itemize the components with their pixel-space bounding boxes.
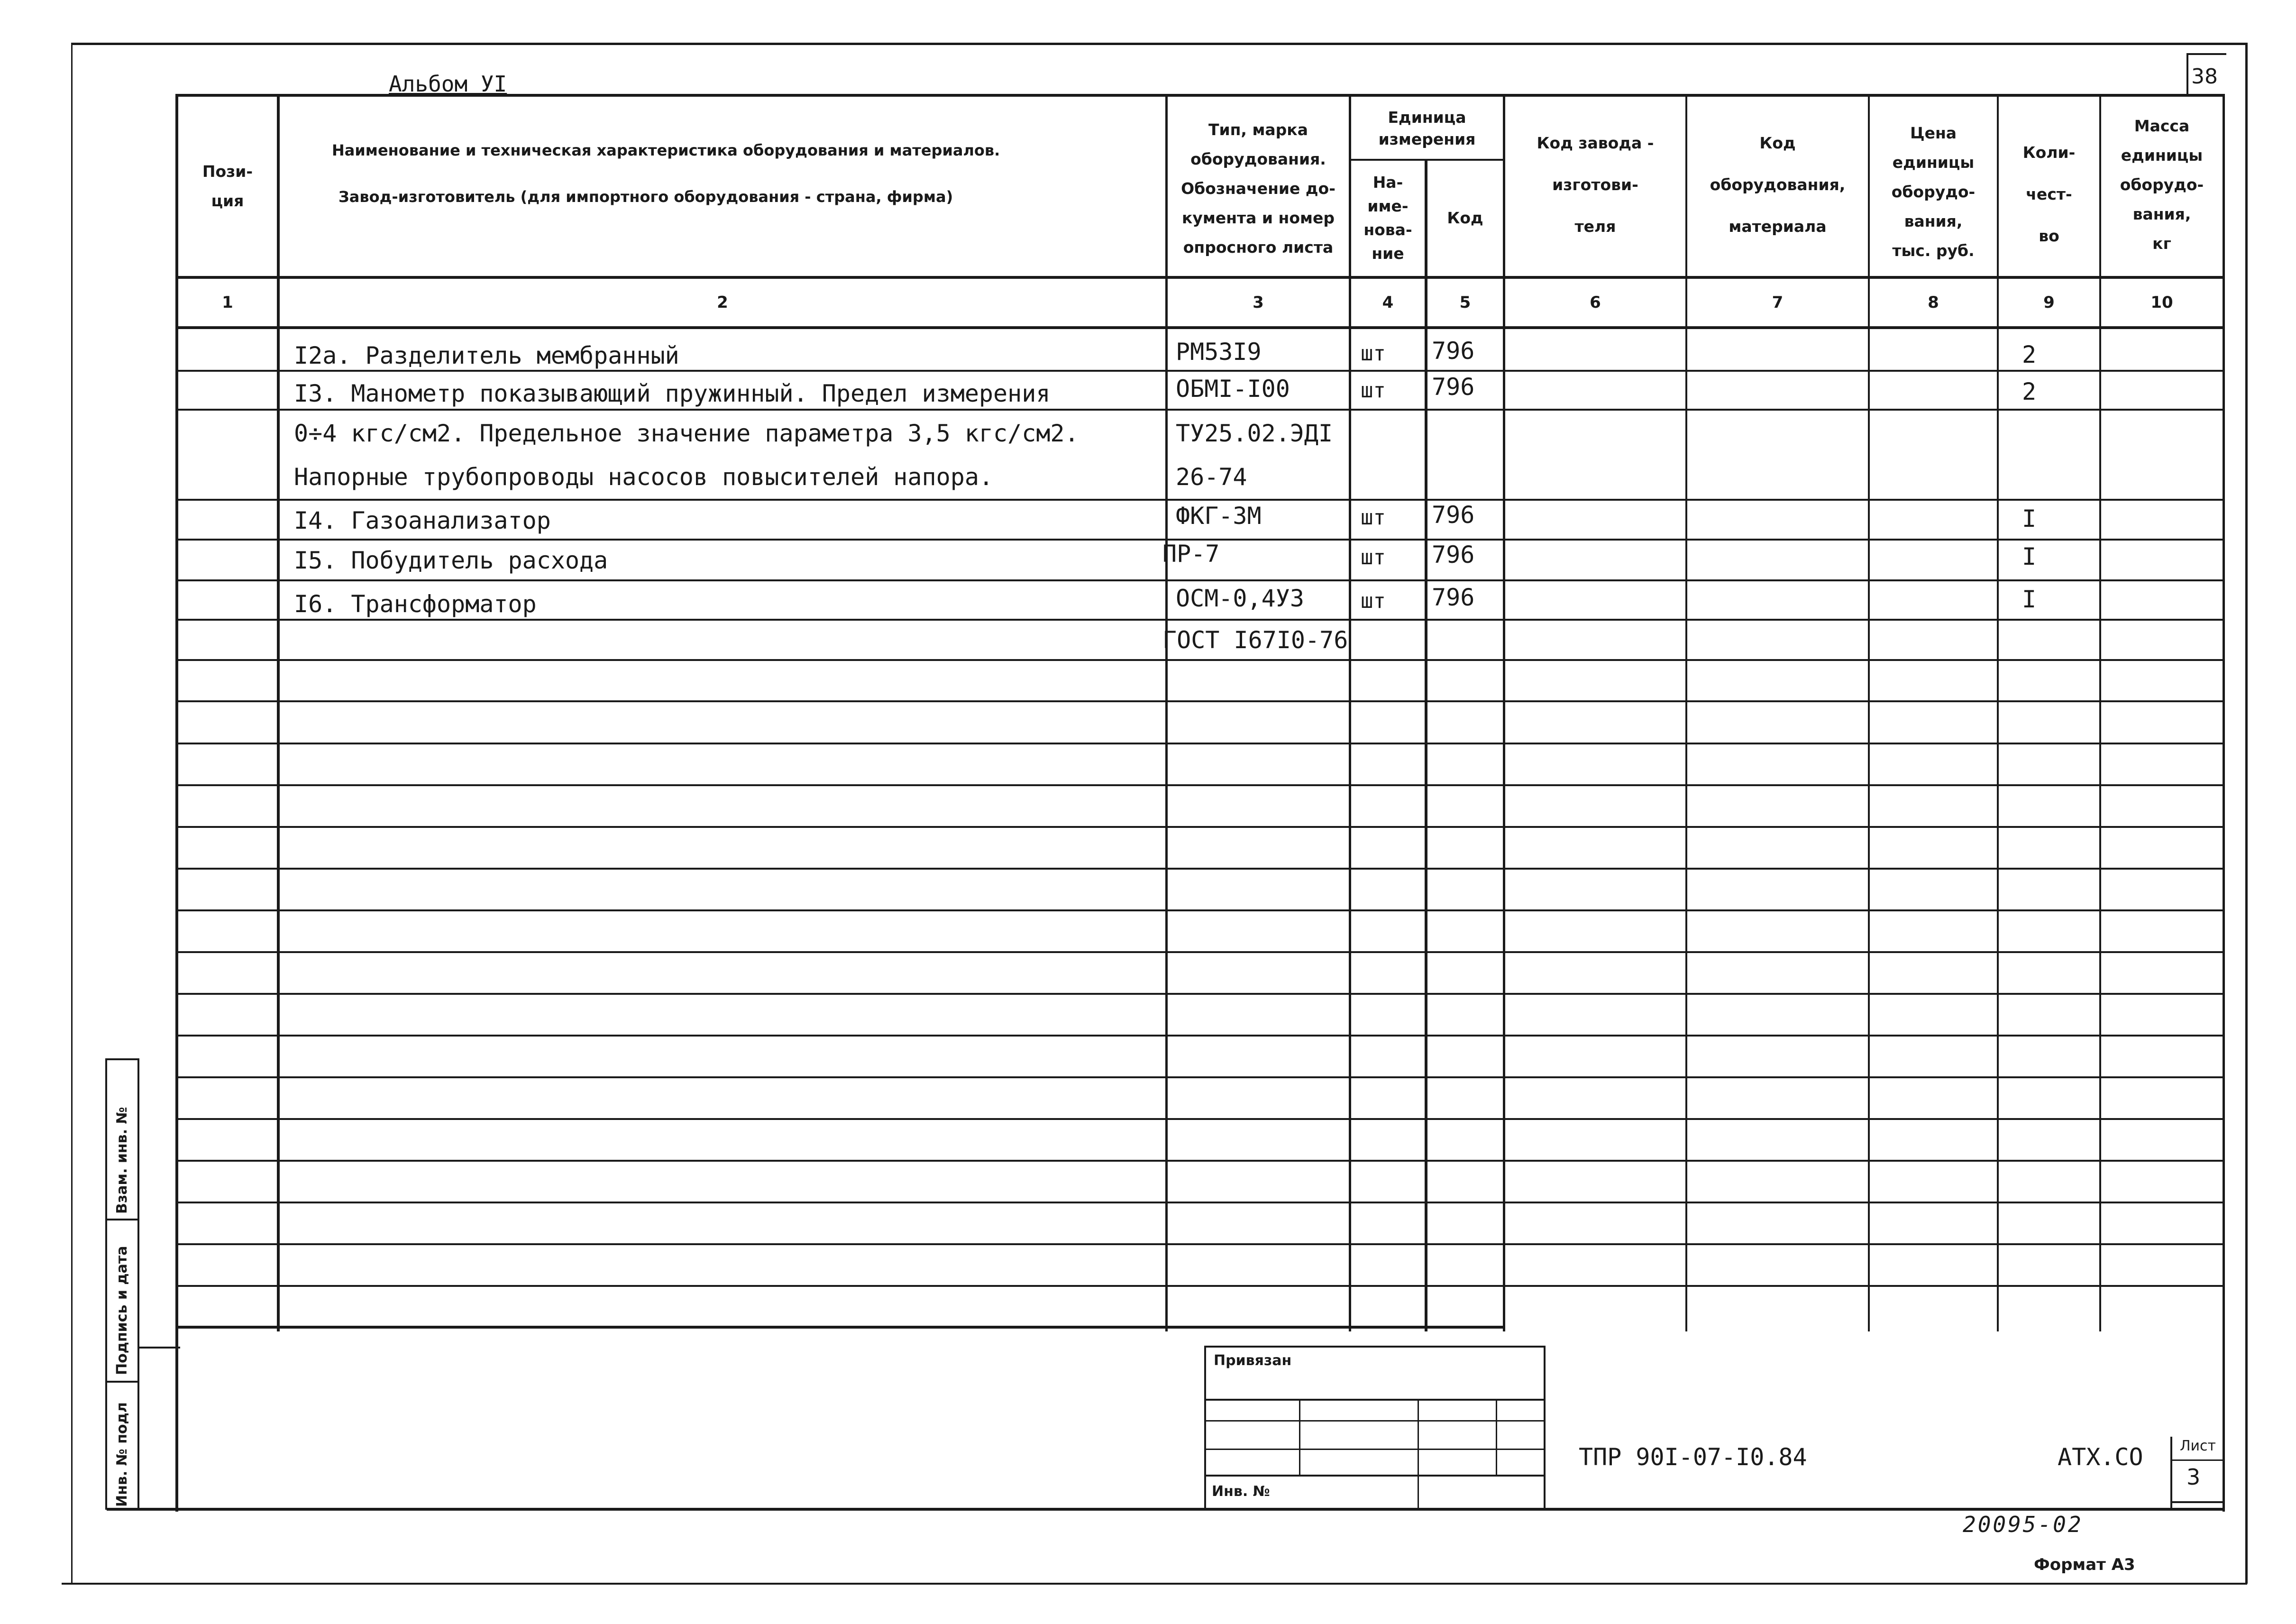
table-row-unit: шт (1361, 378, 1386, 403)
table-row-unit: шт (1361, 545, 1386, 569)
table-row-qty: 2 (2022, 378, 2037, 405)
table-row-qty: I (2022, 586, 2037, 613)
row-line (176, 619, 2224, 621)
column-number: 2 (717, 293, 728, 312)
row-line (176, 499, 2224, 501)
column-number: 7 (1772, 293, 1784, 312)
row-line (176, 1118, 2224, 1120)
column-number: 6 (1590, 293, 1601, 312)
column-number: 4 (1382, 293, 1394, 312)
table-row-name: Напорные трубопроводы насосов повысителей напора. (294, 463, 994, 491)
header-factory-code: Код завода - изготови- теля (1537, 134, 1654, 236)
stamp-vline (1418, 1400, 1419, 1509)
table-row-name: I6. Трансформатор (294, 590, 537, 618)
table-row-type: ОБМI-I00 (1176, 375, 1290, 403)
row-line (176, 993, 2224, 995)
stamp-doc-mark: АТХ.СО (2058, 1443, 2143, 1471)
side-stamp-top (105, 1058, 139, 1060)
side-label-podpis: Подпись и дата (114, 1246, 130, 1375)
table-row-name: I3. Манометр показывающий пружинный. Предел измерения (294, 380, 1051, 407)
header-name-line2: Завод-изготовитель (для импортного оборудования - страна, фирма) (338, 188, 953, 206)
album-title: Альбом УI (389, 71, 507, 97)
frame-left-outer (71, 43, 73, 1584)
table-row-code: 796 (1432, 501, 1475, 529)
row-line (176, 579, 2224, 581)
row-line (176, 1035, 2224, 1037)
table-row-code: 796 (1432, 541, 1475, 569)
number-row-bottom-line (176, 326, 2224, 329)
side-label-vzam: Взам. инв. № (114, 1107, 130, 1214)
stamp-sheet-value: 3 (2186, 1464, 2201, 1490)
side-label-inv-podl: Инв. № подл (114, 1402, 130, 1507)
side-stamp-bottom-link (137, 1347, 180, 1349)
frame-bottom-inner (107, 1508, 2225, 1511)
table-row-type: ОСМ-0,4УЗ (1176, 585, 1304, 612)
stamp-vline (1496, 1400, 1497, 1476)
table-row-code: 796 (1432, 584, 1475, 611)
stamp-vline (1544, 1400, 1546, 1509)
header-quantity: Коли- чест- во (2022, 143, 2076, 245)
row-line (176, 743, 2224, 744)
column-number: 5 (1459, 293, 1471, 312)
frame-bottom-outer (62, 1583, 2247, 1585)
side-stamp-right (137, 1058, 139, 1510)
table-row-unit: шт (1361, 589, 1386, 613)
stamp-sheet-bottom (2170, 1501, 2224, 1503)
handwritten-number: 20095-02 (1963, 1512, 2083, 1537)
table-row-name: I4. Газоанализатор (294, 507, 551, 534)
header-unit-group: Единица измерения (1378, 108, 1476, 148)
unit-group-divider (1350, 159, 1504, 161)
table-row-unit: шт (1361, 341, 1386, 366)
row-line (176, 409, 2224, 411)
column-number: 8 (1928, 293, 1939, 312)
row-line (176, 659, 2224, 661)
row-line (176, 700, 2224, 702)
stamp-sheet-divider (2170, 1459, 2224, 1461)
header-type: Тип, марка оборудования. Обозначение до- кумента и номер опросного листа (1181, 120, 1336, 257)
header-unit-price: Цена единицы оборудо- вания, тыс. руб. (1891, 124, 1976, 260)
table-bottom-line (176, 1326, 1504, 1329)
header-equipment-code: Код оборудования, материала (1710, 134, 1846, 236)
stamp-hline (1204, 1475, 1546, 1477)
column-number: 9 (2043, 293, 2055, 312)
table-row-type: ГОСТ I67I0-76 (1162, 626, 1348, 654)
table-row-name: I5. Побудитель расхода (294, 547, 608, 574)
table-row-qty: 2 (2022, 341, 2037, 368)
row-line (176, 909, 2224, 911)
side-stamp-sep1 (105, 1219, 139, 1220)
stamp-sheet-label: Лист (2180, 1438, 2216, 1454)
row-line (176, 370, 2224, 372)
table-row-name: 0÷4 кгс/см2. Предельное значение параметра 3,5 кгс/см2. (294, 420, 1079, 447)
row-line (176, 1076, 2224, 1078)
column-number: 10 (2150, 293, 2173, 312)
table-row-type: РМ53I9 (1176, 338, 1262, 366)
row-line (176, 868, 2224, 870)
sheet-number-top: 38 (2191, 64, 2218, 89)
column-number: 3 (1253, 293, 1264, 312)
stamp-hline (1204, 1399, 1546, 1401)
table-row-type: ФКГ-3М (1176, 502, 1262, 530)
stamp-hline (1204, 1449, 1546, 1450)
stamp-privyazan: Привязан (1214, 1352, 1292, 1369)
row-line (176, 1160, 2224, 1162)
row-line (176, 951, 2224, 953)
side-stamp-left (105, 1058, 107, 1510)
header-unit-mass: Масса единицы оборудо- вания, кг (2120, 117, 2204, 253)
col-sep-4 (1425, 159, 1427, 1331)
table-row-unit: шт (1361, 505, 1386, 530)
table-row-name: I2а. Разделитель мембранный (294, 342, 679, 369)
row-line (176, 826, 2224, 828)
header-unit-name: На- име- нова- ние (1363, 173, 1412, 263)
table-row-code: 796 (1432, 373, 1475, 401)
stamp-hline (1204, 1420, 1546, 1422)
format-label: Формат А3 (2034, 1555, 2135, 1574)
frame-top (71, 43, 2247, 45)
table-right (2223, 94, 2225, 1512)
table-row-code: 796 (1432, 337, 1475, 365)
side-stamp-sep2 (105, 1381, 139, 1383)
stamp-inv-no: Инв. № (1212, 1483, 1270, 1500)
stamp-vline (1299, 1400, 1300, 1476)
frame-right (2245, 43, 2248, 1584)
table-row-qty: I (2022, 543, 2037, 570)
table-row-type: ПР-7 (1162, 540, 1220, 568)
row-line (176, 1202, 2224, 1203)
stamp-doc-code: ТПР 90I-07-I0.84 (1579, 1443, 1807, 1471)
table-row-type: 26-74 (1176, 463, 1247, 491)
row-line (176, 1243, 2224, 1245)
header-position: Пози- ция (202, 162, 253, 210)
table-row-qty: I (2022, 505, 2037, 532)
row-line (176, 784, 2224, 786)
header-unit-code: Код (1447, 209, 1483, 227)
column-number: 1 (222, 293, 233, 312)
row-line (176, 1285, 2224, 1287)
header-name-line1: Наименование и техническая характеристика оборудования и материалов. (332, 141, 1000, 159)
table-row-type: ТУ25.02.ЭДI (1176, 420, 1333, 447)
